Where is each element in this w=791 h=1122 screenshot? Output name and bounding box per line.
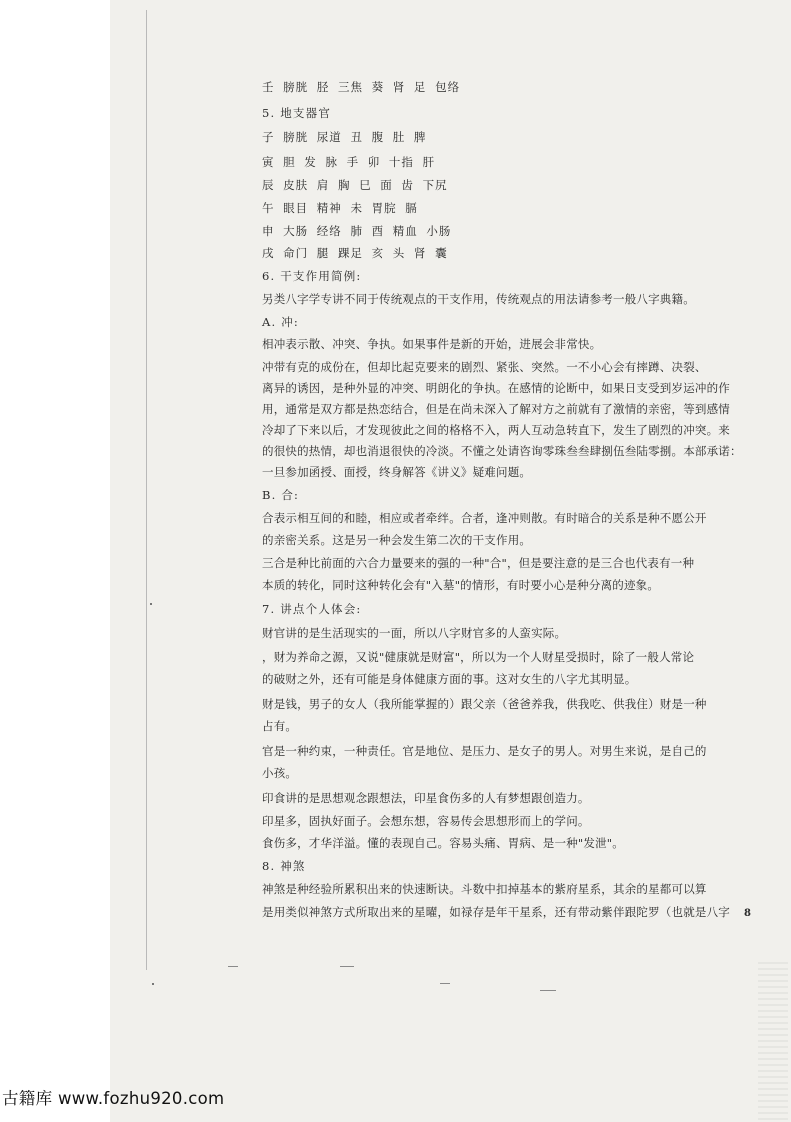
text-line: 一旦参加函授、面授，终身解答《讲义》疑难问题。 <box>262 465 532 479</box>
text-line: 用，通常是双方都是热恋结合，但是在尚未深入了解对方之前就有了激情的亲密，等到感情 <box>262 402 730 416</box>
text-line: 午 眼目 精神 未 胃脘 膈 <box>262 201 418 215</box>
scan-speck <box>152 983 154 985</box>
scan-mark <box>340 966 354 967</box>
text-line: 占有。 <box>262 719 298 733</box>
text-line: 财官讲的是生活现实的一面，所以八字财官多的人蛮实际。 <box>262 626 567 640</box>
section-heading: 6. 干支作用简例: <box>262 269 362 283</box>
scan-noise <box>758 960 788 1120</box>
text-line: 另类八字学专讲不同于传统观点的干支作用，传统观点的用法请参考一般八字典籍。 <box>262 292 695 306</box>
page-number: 8 <box>744 908 751 919</box>
text-line: 的破财之外，还有可能是身体健康方面的事。这对女生的八字尤其明显。 <box>262 672 637 686</box>
text-line: 寅 胆 发 脉 手 卯 十指 肝 <box>262 155 436 169</box>
text-line: 的很快的热情，却也消退很快的冷淡。不懂之处请咨询零珠叁叁肆捌伍叁陆零捌。本部承诺： <box>262 444 742 458</box>
text-line: 合表示相互间的和睦，相应或者牵绊。合者，逢冲则散。有时暗合的关系是种不愿公开 <box>262 511 707 525</box>
section-heading: 7. 讲点个人体会: <box>262 602 362 616</box>
text-line: 的亲密关系。这是另一种会发生第二次的干支作用。 <box>262 533 532 547</box>
site-watermark: 古籍库 www.fozhu920.com <box>2 1089 225 1108</box>
text-line: 离异的诱因，是种外显的冲突、明朗化的争执。在感情的论断中，如果日支受到岁运冲的作 <box>262 381 730 395</box>
text-line: 印星多，固执好面子。会想东想，容易传会思想形而上的学问。 <box>262 814 590 828</box>
text-line: 辰 皮肤 肩 胸 巳 面 齿 下尻 <box>262 178 448 192</box>
text-line: ，财为养命之源，又说"健康就是财富"，所以为一个人财星受损时，除了一般人常论 <box>262 650 695 664</box>
section-heading: 8. 神煞 <box>262 859 306 873</box>
section-heading: B. 合: <box>262 488 300 502</box>
text-line: 壬 膀胱 胫 三焦 葵 肾 足 包络 <box>262 80 461 94</box>
text-line: 子 膀胱 尿道 丑 腹 肚 脾 <box>262 130 427 144</box>
text-line: 戌 命门 腿 踝足 亥 头 肾 囊 <box>262 246 448 260</box>
section-heading: A. 冲: <box>262 315 299 329</box>
scan-mark <box>228 966 238 967</box>
text-line: 财是钱，男子的女人（我所能掌握的）跟父亲（爸爸养我，供我吃、供我住）财是一种 <box>262 697 707 711</box>
text-line: 冲带有克的成份在，但却比起克要来的剧烈、紧张、突然。一不小心会有摔蹲、决裂、 <box>262 360 707 374</box>
text-line: 神煞是种经验所累积出来的快速断诀。斗数中扣掉基本的紫府星系，其余的星都可以算 <box>262 882 707 896</box>
text-line: 三合是种比前面的六合力量要来的强的一种"合"，但是要注意的是三合也代表有一种 <box>262 556 695 570</box>
text-line: 申 大肠 经络 肺 酉 精血 小肠 <box>262 224 452 238</box>
text-line: 相冲表示散、冲突、争执。如果事件是新的开始，进展会非常快。 <box>262 337 602 351</box>
scan-mark <box>540 990 556 991</box>
text-line: 印食讲的是思想观念跟想法，印星食伤多的人有梦想跟创造力。 <box>262 791 590 805</box>
text-line: 食伤多，才华洋溢。懂的表现自己。容易头痛、胃病、是一种"发泄"。 <box>262 836 624 850</box>
text-line: 冷却了下来以后，才发现彼此之间的格格不入，两人互动急转直下，发生了剧烈的冲突。来 <box>262 423 730 437</box>
scan-speck <box>150 603 152 605</box>
text-line: 官是一种约束，一种责任。官是地位、是压力、是女子的男人。对男生来说，是自己的 <box>262 744 707 758</box>
scan-mark <box>440 983 450 984</box>
page-edge-line <box>146 10 147 970</box>
section-heading: 5. 地支器官 <box>262 106 332 120</box>
text-line: 本质的转化，同时这种转化会有"入墓"的情形，有时要小心是种分离的迹象。 <box>262 578 660 592</box>
text-line: 是用类似神煞方式所取出来的星曜，如禄存是年干星系，还有带动紫伴跟陀罗（也就是八字 <box>262 905 730 919</box>
text-line: 小孩。 <box>262 766 298 780</box>
